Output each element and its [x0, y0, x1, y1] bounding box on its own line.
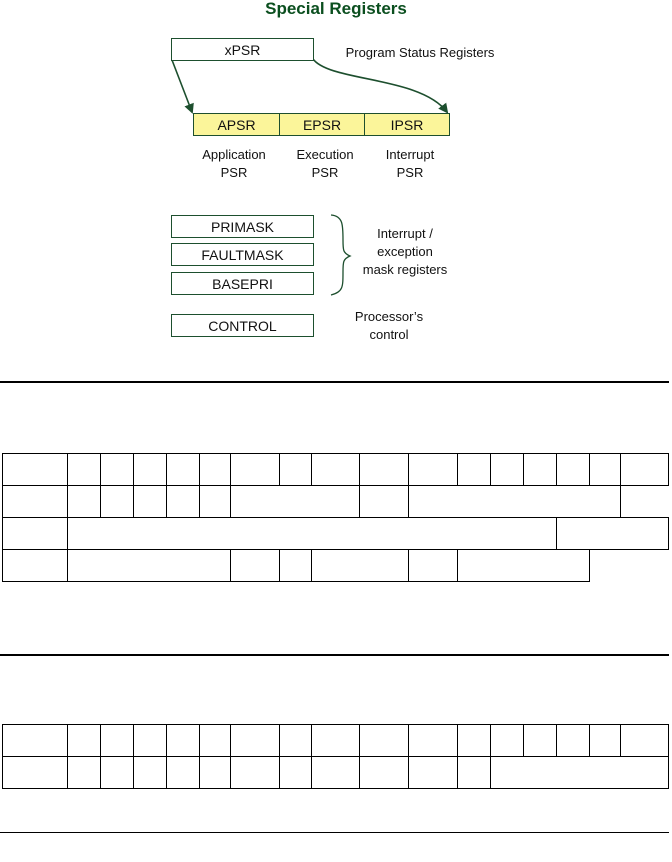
control-caption-line-2: control — [369, 327, 409, 342]
table-row — [3, 486, 669, 518]
table-cell — [167, 757, 200, 789]
table-cell — [200, 725, 231, 757]
table-cell — [491, 757, 669, 789]
bit-field-table-1 — [2, 453, 669, 582]
table-cell — [3, 518, 68, 550]
apsr-caption — [188, 146, 280, 182]
table-cell — [557, 725, 590, 757]
faultmask-register: FAULTMASK — [171, 243, 314, 266]
mask-caption — [350, 225, 460, 279]
table-cell — [231, 486, 360, 518]
xpsr-to-ipsr-arrow — [313, 59, 447, 112]
table-cell — [134, 725, 167, 757]
table-cell — [231, 550, 280, 582]
table-cell — [68, 725, 101, 757]
table-cell — [312, 725, 360, 757]
table-cell — [101, 725, 134, 757]
table-row — [3, 518, 669, 550]
apsr-caption-line-2: PSR — [220, 165, 248, 180]
table-cell — [231, 757, 280, 789]
separator-rule-2 — [0, 654, 669, 656]
separator-rule-3 — [0, 832, 669, 833]
table-row — [3, 757, 669, 789]
ipsr-register: IPSR — [364, 113, 450, 136]
mask-brace — [331, 215, 350, 295]
table-cell — [231, 725, 280, 757]
table-cell — [200, 757, 231, 789]
mask-caption-line-3: mask registers — [362, 262, 448, 277]
bit-field-table-2 — [2, 724, 669, 789]
table-cell — [458, 757, 491, 789]
table-cell — [134, 486, 167, 518]
table-cell — [68, 757, 101, 789]
table-cell — [68, 486, 101, 518]
table-cell — [134, 757, 167, 789]
table-cell — [491, 725, 524, 757]
table-row — [3, 454, 669, 486]
primask-register: PRIMASK — [171, 215, 314, 238]
xpsr-register: xPSR — [171, 38, 314, 61]
epsr-caption-line-1: Execution — [296, 147, 354, 162]
table-cell — [458, 550, 590, 582]
table-cell — [280, 550, 312, 582]
table-cell — [101, 486, 134, 518]
table-cell — [491, 454, 524, 486]
epsr-caption — [279, 146, 371, 182]
table-cell — [360, 757, 409, 789]
table-cell — [200, 454, 231, 486]
table-row — [3, 550, 669, 582]
table-cell — [68, 454, 101, 486]
control-caption — [340, 308, 438, 344]
table-cell — [590, 454, 621, 486]
table-cell — [3, 757, 68, 789]
table-cell — [312, 454, 360, 486]
mask-caption-line-2: exception — [377, 244, 433, 259]
table-cell — [621, 454, 669, 486]
basepri-register: BASEPRI — [171, 272, 314, 295]
table-cell — [557, 454, 590, 486]
table-cell — [621, 725, 669, 757]
table-cell — [3, 550, 68, 582]
separator-rule-1 — [0, 381, 669, 383]
table-cell — [280, 757, 312, 789]
xpsr-caption: Program Status Registers — [345, 45, 495, 60]
table-cell — [360, 486, 409, 518]
table-cell — [3, 725, 68, 757]
table-cell — [68, 550, 231, 582]
table-cell — [280, 725, 312, 757]
table-cell — [409, 486, 621, 518]
table-cell — [557, 518, 669, 550]
table-cell — [167, 454, 200, 486]
table-cell — [590, 725, 621, 757]
apsr-caption-line-1: Application — [202, 147, 266, 162]
ipsr-caption — [364, 146, 456, 182]
table-cell — [409, 454, 458, 486]
table-cell — [200, 486, 231, 518]
table-cell — [167, 486, 200, 518]
table-cell — [312, 550, 409, 582]
table-cell — [167, 725, 200, 757]
ipsr-caption-line-1: Interrupt — [385, 147, 435, 162]
table-cell — [312, 757, 360, 789]
table-cell — [409, 757, 458, 789]
control-caption-line-1: Processor’s — [354, 309, 424, 324]
epsr-register: EPSR — [279, 113, 365, 136]
table-cell — [231, 454, 280, 486]
table-cell — [101, 454, 134, 486]
table-cell — [101, 757, 134, 789]
table-cell — [458, 725, 491, 757]
diagram-title: Special Registers — [265, 0, 407, 18]
xpsr-to-apsr-arrow — [172, 60, 192, 112]
table-cell — [409, 550, 458, 582]
table-cell — [134, 454, 167, 486]
table-cell — [360, 725, 409, 757]
table-cell — [524, 725, 557, 757]
table-cell — [68, 518, 557, 550]
table-cell — [280, 454, 312, 486]
epsr-caption-line-2: PSR — [311, 165, 339, 180]
table-cell — [3, 486, 68, 518]
table-cell — [458, 454, 491, 486]
control-register: CONTROL — [171, 314, 314, 337]
table-row — [3, 725, 669, 757]
apsr-register: APSR — [193, 113, 280, 136]
ipsr-caption-line-2: PSR — [396, 165, 424, 180]
table-cell — [360, 454, 409, 486]
table-cell — [524, 454, 557, 486]
mask-caption-line-1: Interrupt / — [377, 226, 433, 241]
table-cell — [409, 725, 458, 757]
table-cell — [3, 454, 68, 486]
